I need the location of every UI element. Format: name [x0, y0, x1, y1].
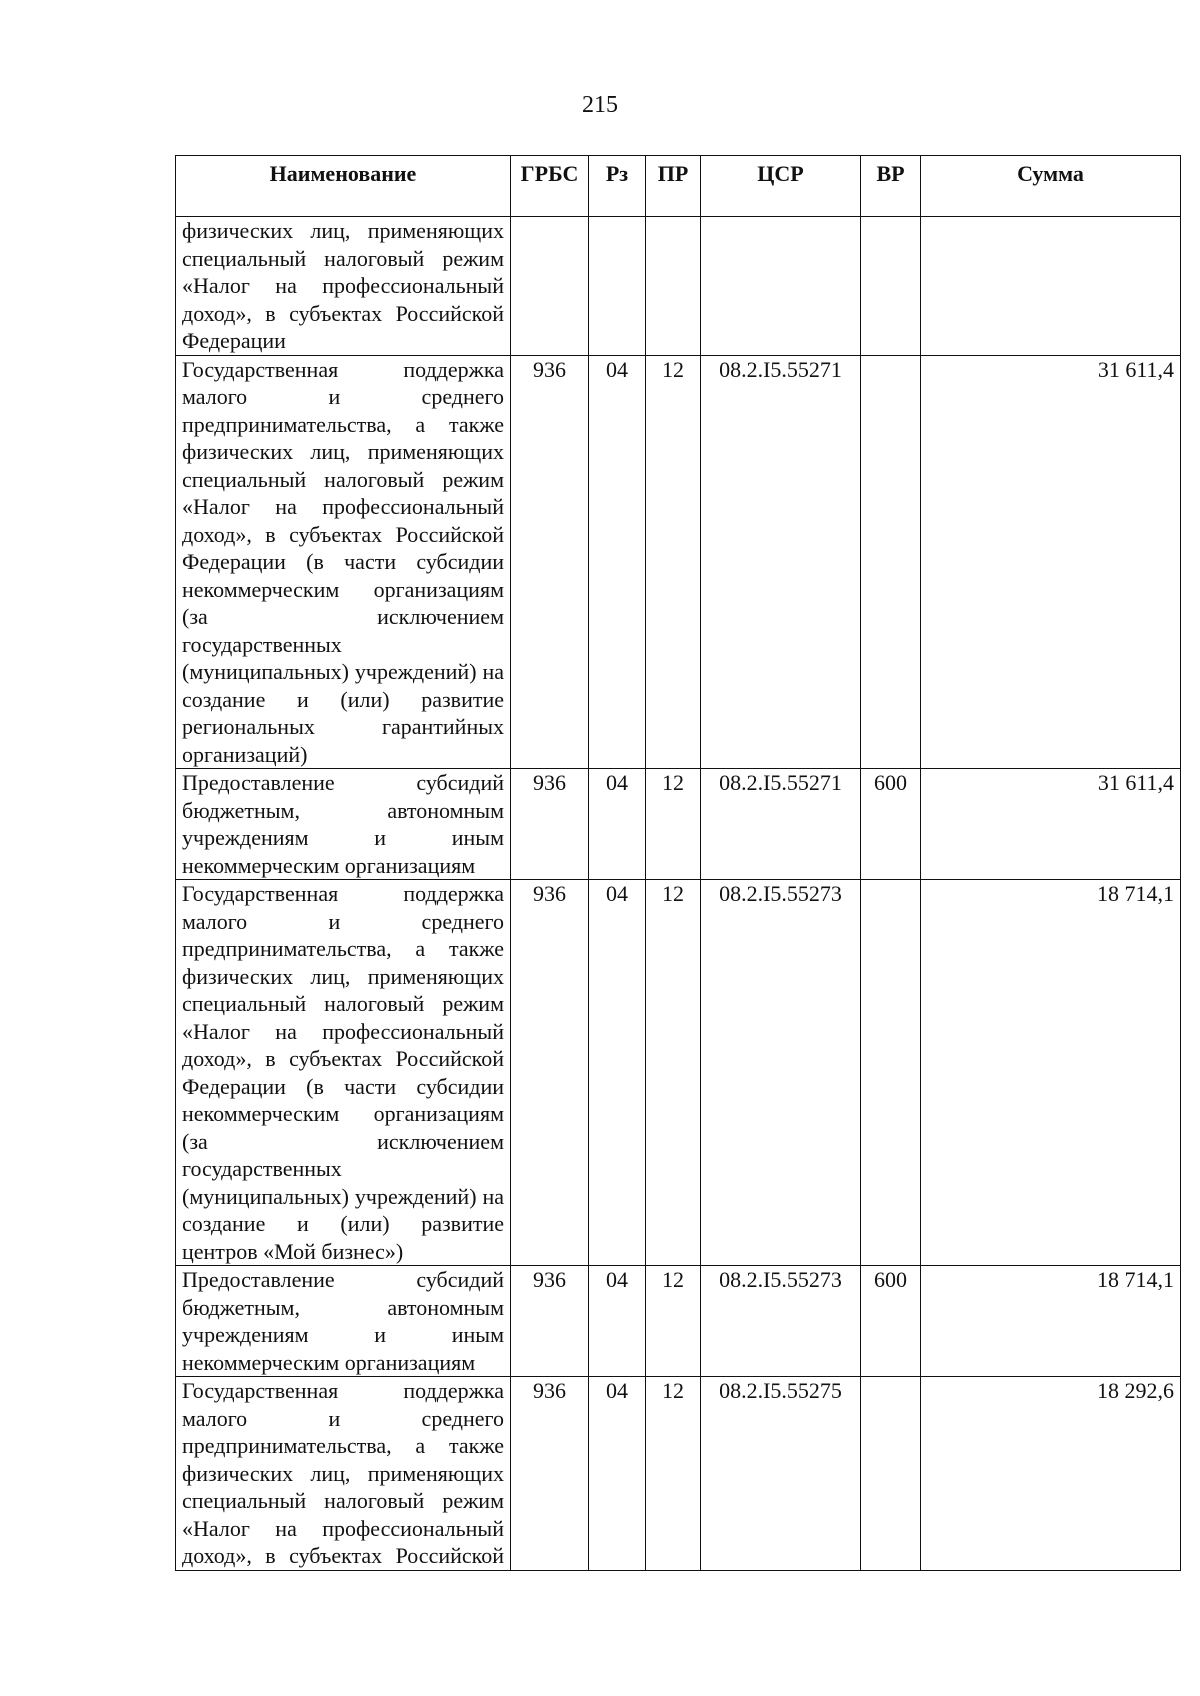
row-vr — [861, 355, 921, 769]
row-rz: 04 — [589, 355, 646, 769]
header-vr: ВР — [861, 156, 921, 217]
row-csr — [701, 217, 861, 356]
row-name: Предоставление субсидий бюджетным, автономным учреждениям и иным некоммерческим организациям — [176, 1266, 511, 1377]
row-name: Государственная поддержка малого и среднего предпринимательства, а также физических лиц, применяющих специальный налоговый режим «Налог на профессиональный доход», в субъектах Российской Федерации (в части субсидии некоммерческим организациям (за исключением государственных (муниципальных) учреждений) на создание и (или) развитие центров «Мой бизнес») — [176, 880, 511, 1266]
row-vr — [861, 880, 921, 1266]
header-name: Наименование — [176, 156, 511, 217]
row-csr: 08.2.I5.55271 — [701, 355, 861, 769]
table-row — [176, 1377, 1181, 1571]
row-vr — [861, 1377, 921, 1571]
row-grbs: 936 — [511, 1266, 589, 1377]
header-rz: Рз — [589, 156, 646, 217]
table-row — [176, 217, 1181, 356]
row-sum: 31 611,4 — [921, 769, 1181, 880]
row-pr: 12 — [646, 880, 701, 1266]
row-csr: 08.2.I5.55273 — [701, 880, 861, 1266]
row-sum: 18 292,6 — [921, 1377, 1181, 1571]
row-rz: 04 — [589, 880, 646, 1266]
table-row — [176, 355, 1181, 769]
budget-table — [175, 155, 1181, 1571]
row-vr: 600 — [861, 1266, 921, 1377]
row-sum: 18 714,1 — [921, 880, 1181, 1266]
row-pr: 12 — [646, 355, 701, 769]
row-grbs: 936 — [511, 769, 589, 880]
row-pr: 12 — [646, 1377, 701, 1571]
row-rz: 04 — [589, 1266, 646, 1377]
row-grbs: 936 — [511, 880, 589, 1266]
row-name: физических лиц, применяющих специальный налоговый режим «Налог на профессиональный доход», в субъектах Российской Федерации — [176, 217, 511, 356]
row-name: Предоставление субсидий бюджетным, автономным учреждениям и иным некоммерческим организациям — [176, 769, 511, 880]
row-grbs — [511, 217, 589, 356]
header-grbs: ГРБС — [511, 156, 589, 217]
row-csr: 08.2.I5.55275 — [701, 1377, 861, 1571]
row-name: Государственная поддержка малого и среднего предпринимательства, а также физических лиц, применяющих специальный налоговый режим «Налог на профессиональный доход», в субъектах Российской — [176, 1377, 511, 1571]
row-rz: 04 — [589, 769, 646, 880]
row-grbs: 936 — [511, 355, 589, 769]
row-csr: 08.2.I5.55273 — [701, 1266, 861, 1377]
row-pr: 12 — [646, 1266, 701, 1377]
row-sum — [921, 217, 1181, 356]
table-header-row — [176, 156, 1181, 217]
row-sum: 31 611,4 — [921, 355, 1181, 769]
row-pr — [646, 217, 701, 356]
row-grbs: 936 — [511, 1377, 589, 1571]
page-number: 215 — [582, 92, 618, 118]
header-csr: ЦСР — [701, 156, 861, 217]
header-sum: Сумма — [921, 156, 1181, 217]
table-row — [176, 769, 1181, 880]
header-pr: ПР — [646, 156, 701, 217]
row-rz: 04 — [589, 1377, 646, 1571]
row-pr: 12 — [646, 769, 701, 880]
row-sum: 18 714,1 — [921, 1266, 1181, 1377]
table-row — [176, 880, 1181, 1266]
table-row — [176, 1266, 1181, 1377]
row-rz — [589, 217, 646, 356]
row-vr — [861, 217, 921, 356]
row-csr: 08.2.I5.55271 — [701, 769, 861, 880]
row-name: Государственная поддержка малого и среднего предпринимательства, а также физических лиц, применяющих специальный налоговый режим «Налог на профессиональный доход», в субъектах Российской Федерации (в части субсидии некоммерческим организациям (за исключением государственных (муниципальных) учреждений) на создание и (или) развитие региональных гарантийных организаций) — [176, 355, 511, 769]
row-vr: 600 — [861, 769, 921, 880]
